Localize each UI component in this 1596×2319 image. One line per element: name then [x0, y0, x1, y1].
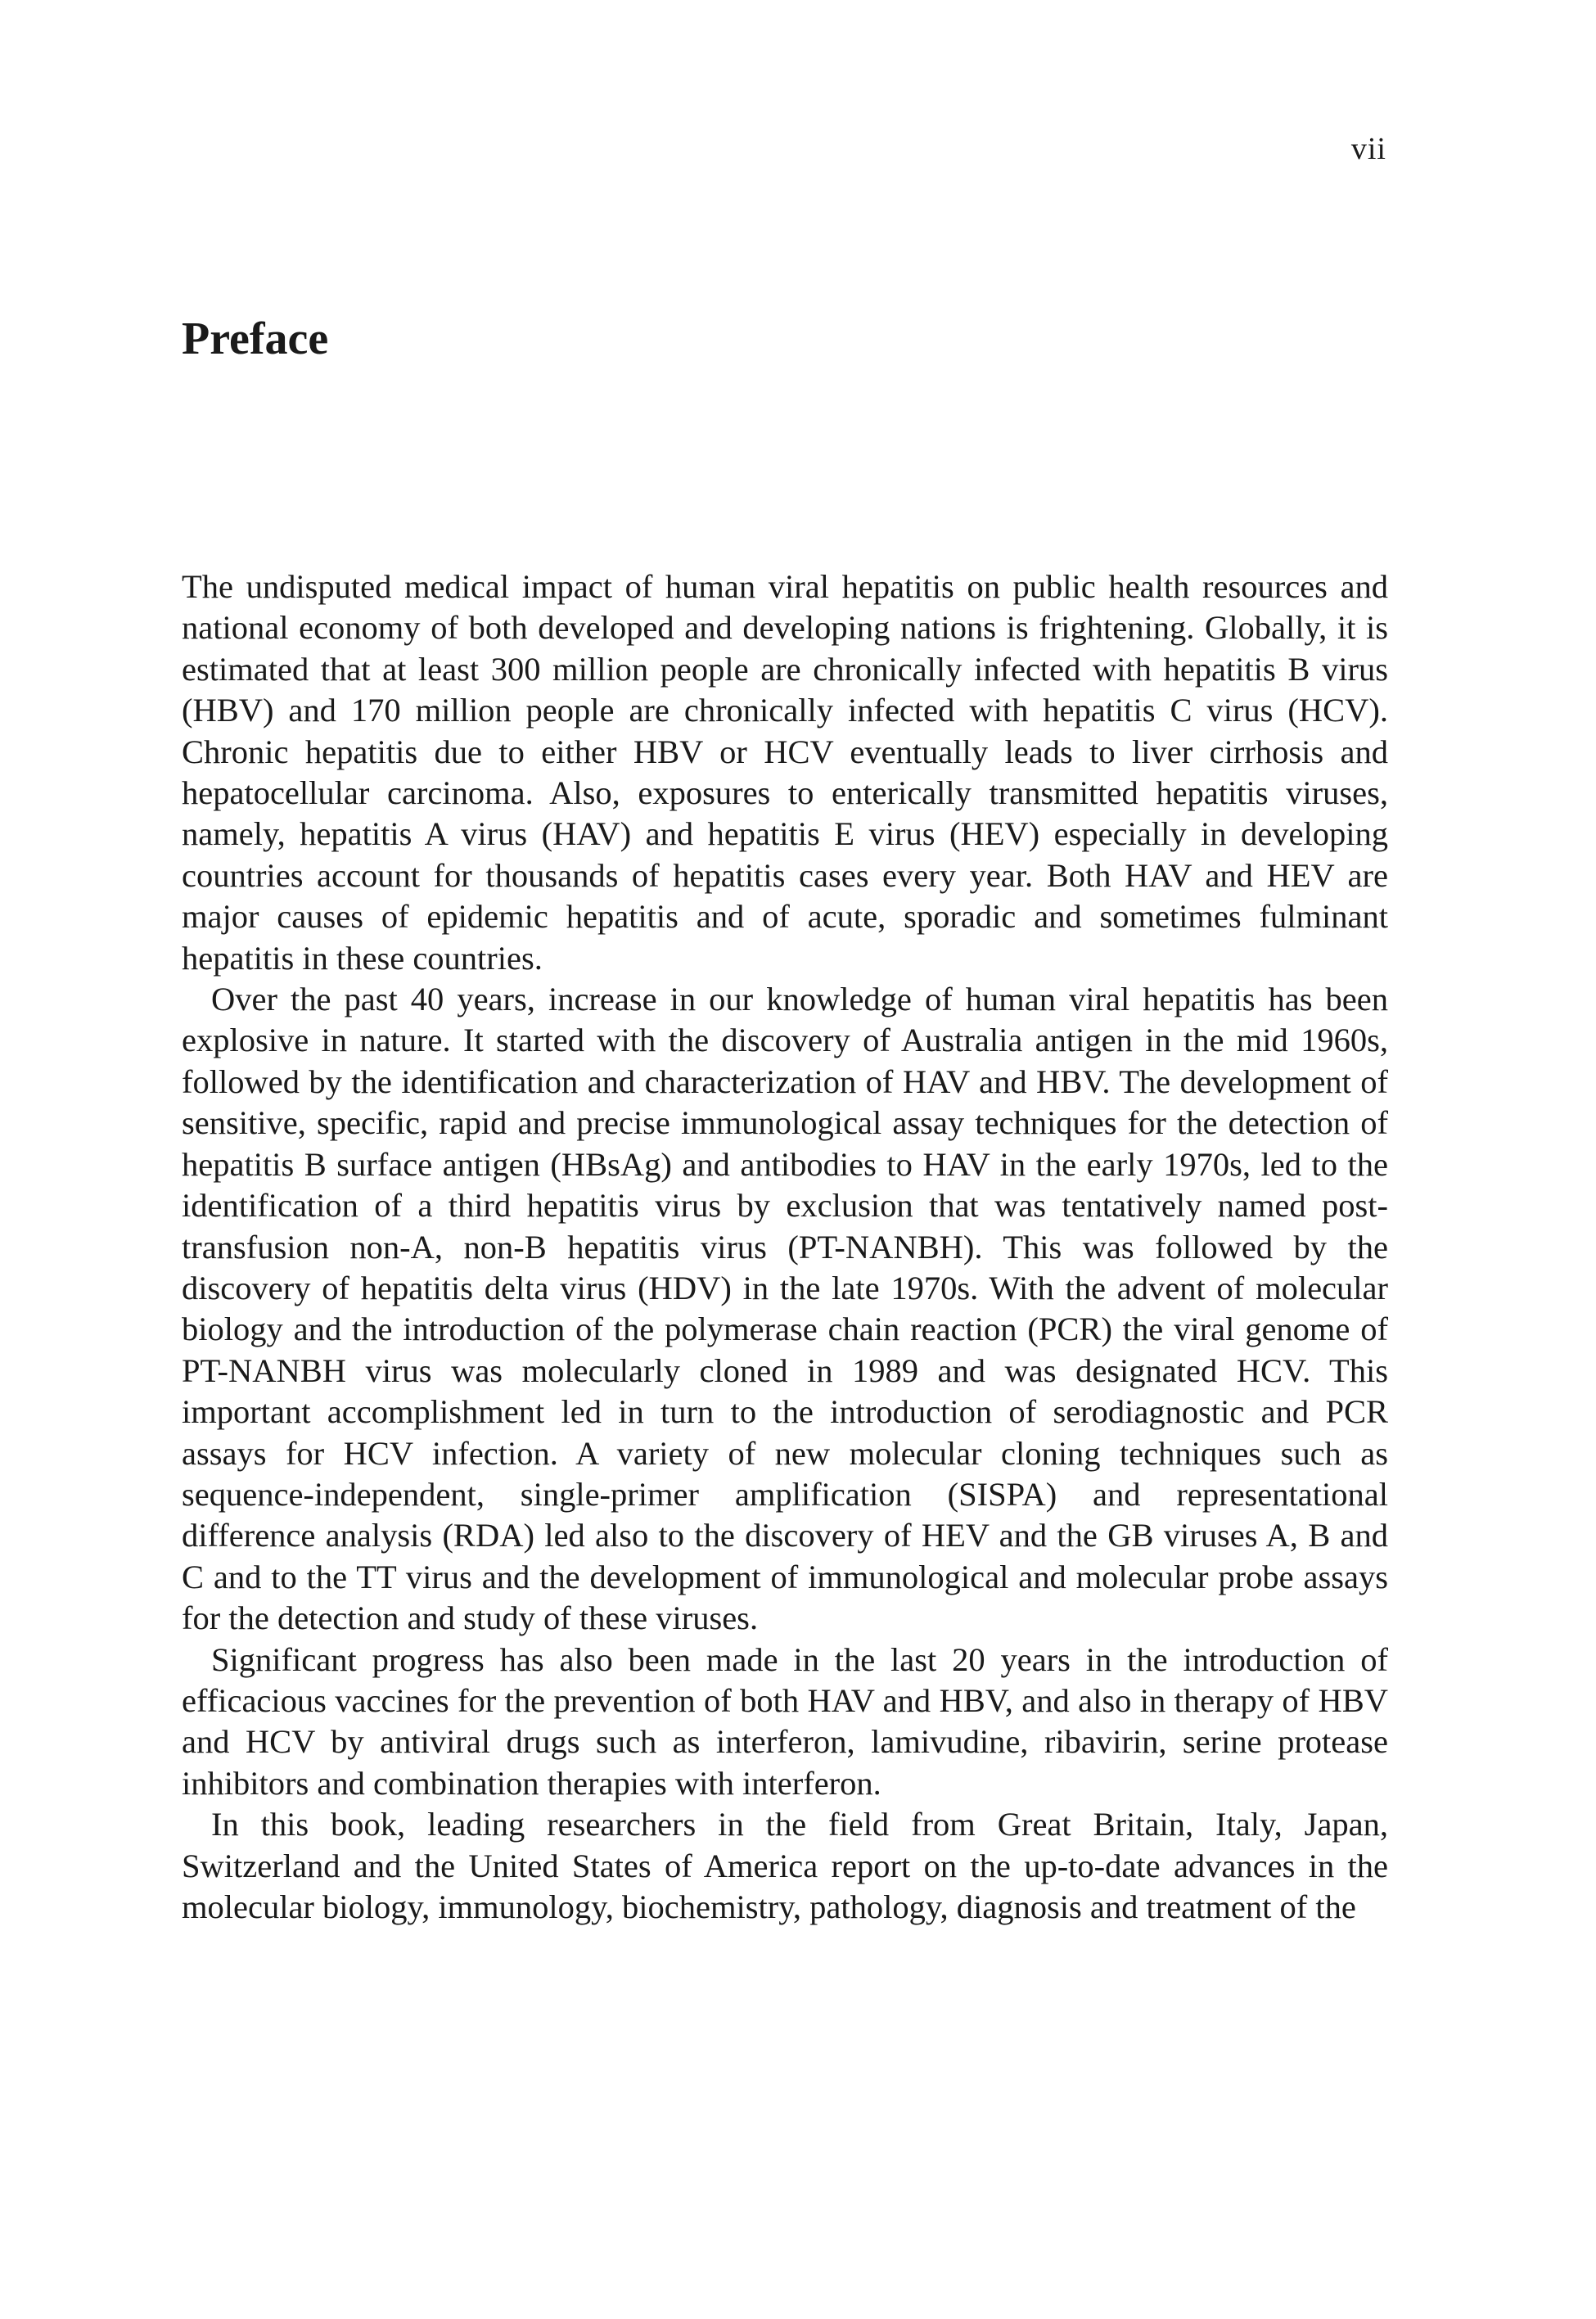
paragraph: The undisputed medical impact of human viral hepatitis on public health resources and national economy of both developed and developing nations is frightening. Globally, it is estimated that at least 300 million people are chronically infected with hepatitis B virus (HBV) and 170 million people are chronically infected with hepatitis C virus (HCV). Chronic hepatitis due to either HBV or HCV eventually leads to liver cirrhosis and hepatocellular carcinoma. Also, exposures to enterically transmitted hepatitis viruses, namely, hepatitis A virus (HAV) and hepatitis E virus (HEV) especially in developing countries account for thousands of hepatitis cases every year. Both HAV and HEV are major causes of epidemic hepatitis and of acute, sporadic and sometimes fulminant hepatitis in these countries.: [182, 568, 1388, 977]
paragraph: Significant progress has also been made in the last 20 years in the introduction of efficacious vaccines for the prevention of both HAV and HBV, and also in therapy of HBV and HCV by antiviral drugs such as interferon, lamivudine, ribavirin, serine protease inhibitors and combination therapies with interferon.: [182, 1640, 1388, 1802]
page-title: Preface: [182, 314, 329, 364]
paragraph: In this book, leading researchers in the field from Great Britain, Italy, Japan, Switzerland and the United States of America report on the up-to-date advances in the molecular biology, immunology, biochemistry, pathology, diagnosis and treatment of the: [182, 1806, 1388, 1925]
paragraph: Over the past 40 years, increase in our knowledge of human viral hepatitis has been explosive in nature. It started with the discovery of Australia antigen in the mid 1960s, followed by the identification and characterization of HAV and HBV. The development of sensitive, specific, rapid and precise immunological assay techniques for the detection of hepatitis B surface antigen (HBsAg) and antibodies to HAV in the early 1970s, led to the identification of a third hepatitis virus by exclusion that was tentatively named post-transfusion non-A, non-B hepatitis virus (PT-NANBH). This was followed by the discovery of hepatitis delta virus (HDV) in the late 1970s. With the advent of molecular biology and the introduction of the polymerase chain reaction (PCR) the viral genome of PT-NANBH virus was molecularly cloned in 1989 and was designated HCV. This important accomplishment led in turn to the introduction of serodiagnostic and PCR assays for HCV infection. A variety of new molecular cloning techniques such as sequence-independent, single-primer amplification (SISPA) and representational difference analysis (RDA) led also to the discovery of HEV and the GB viruses A, B and C and to the TT virus and the development of immunological and molecular probe assays for the detection and study of these viruses.: [182, 981, 1388, 1637]
page-number: vii: [1350, 132, 1386, 166]
body-text: [182, 566, 1388, 1928]
